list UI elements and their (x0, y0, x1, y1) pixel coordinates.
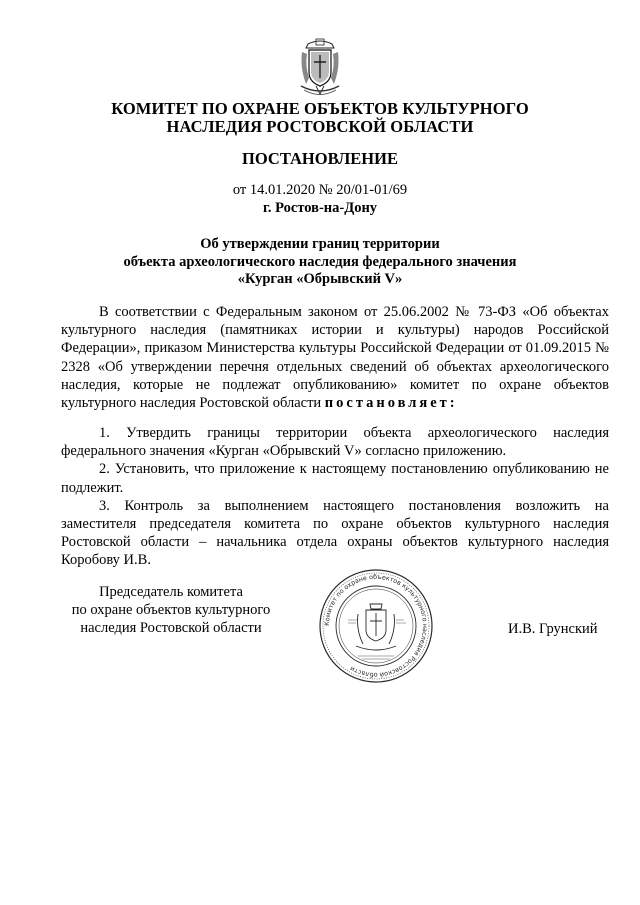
signatory-position (61, 583, 281, 637)
preamble-block (61, 303, 609, 412)
position-line1: Председатель комитета (99, 584, 243, 600)
subject-line1: Об утверждении границ территории (200, 236, 440, 252)
position-line2: по охране объектов культурного (71, 602, 271, 618)
signatory-name: И.В. Грунский (508, 621, 598, 637)
coat-of-arms-icon (298, 38, 342, 100)
org-name-line1: КОМИТЕТ ПО ОХРАНЕ ОБЪЕКТОВ КУЛЬТУРНОГО (111, 99, 529, 118)
date-number: от 14.01.2020 № 20/01-01/69 (232, 182, 408, 198)
preamble-text: В соответствии с Федеральным законом от 25.06.2002 № 73-ФЗ «Об объектах культурного наследия (памятниках истории и культуры) народов Российской Федерации», приказом Министерства культуры Российской Федерации от 01.09.2015 № 2328 «Об утверждении перечня отдельных сведений об объектах археологического наследия, которые не подлежат опубликованию» комитет по охране объектов культурного наследия Ростовской области (61, 304, 609, 412)
official-seal-icon (318, 568, 434, 684)
subject-line3: «Курган «Обрывский V» (237, 271, 403, 287)
doc-type-title: ПОСТАНОВЛЕНИЕ (242, 149, 398, 168)
list-item: 3. Контроль за выполнением настоящего постановления возложить на заместителя председателя комитета по охране объектов культурного наследия Ростовской области – начальника отдела охраны объектов культурного наследия Коробову И.В. (61, 497, 609, 569)
list-item: 2. Установить, что приложение к настоящему постановлению опубликованию не подлежит. (61, 461, 609, 496)
decree-word: постановляет: (324, 395, 458, 412)
org-name-line2: НАСЛЕДИЯ РОСТОВСКОЙ ОБЛАСТИ (166, 117, 474, 136)
items-block (61, 424, 609, 570)
list-item: 1. Утвердить границы территории объекта археологического наследия федерального значения «Курган «Обрывский V» согласно приложению. (61, 425, 609, 460)
subject-line2: объекта археологического наследия федерального значения (123, 254, 517, 270)
preamble-paragraph (61, 303, 609, 412)
seal-outer-text: Комитет по охране объектов культурного наследия Ростовской области (322, 572, 430, 680)
city: г. Ростов-на-Дону (262, 200, 378, 216)
position-line3: наследия Ростовской области (80, 620, 262, 636)
